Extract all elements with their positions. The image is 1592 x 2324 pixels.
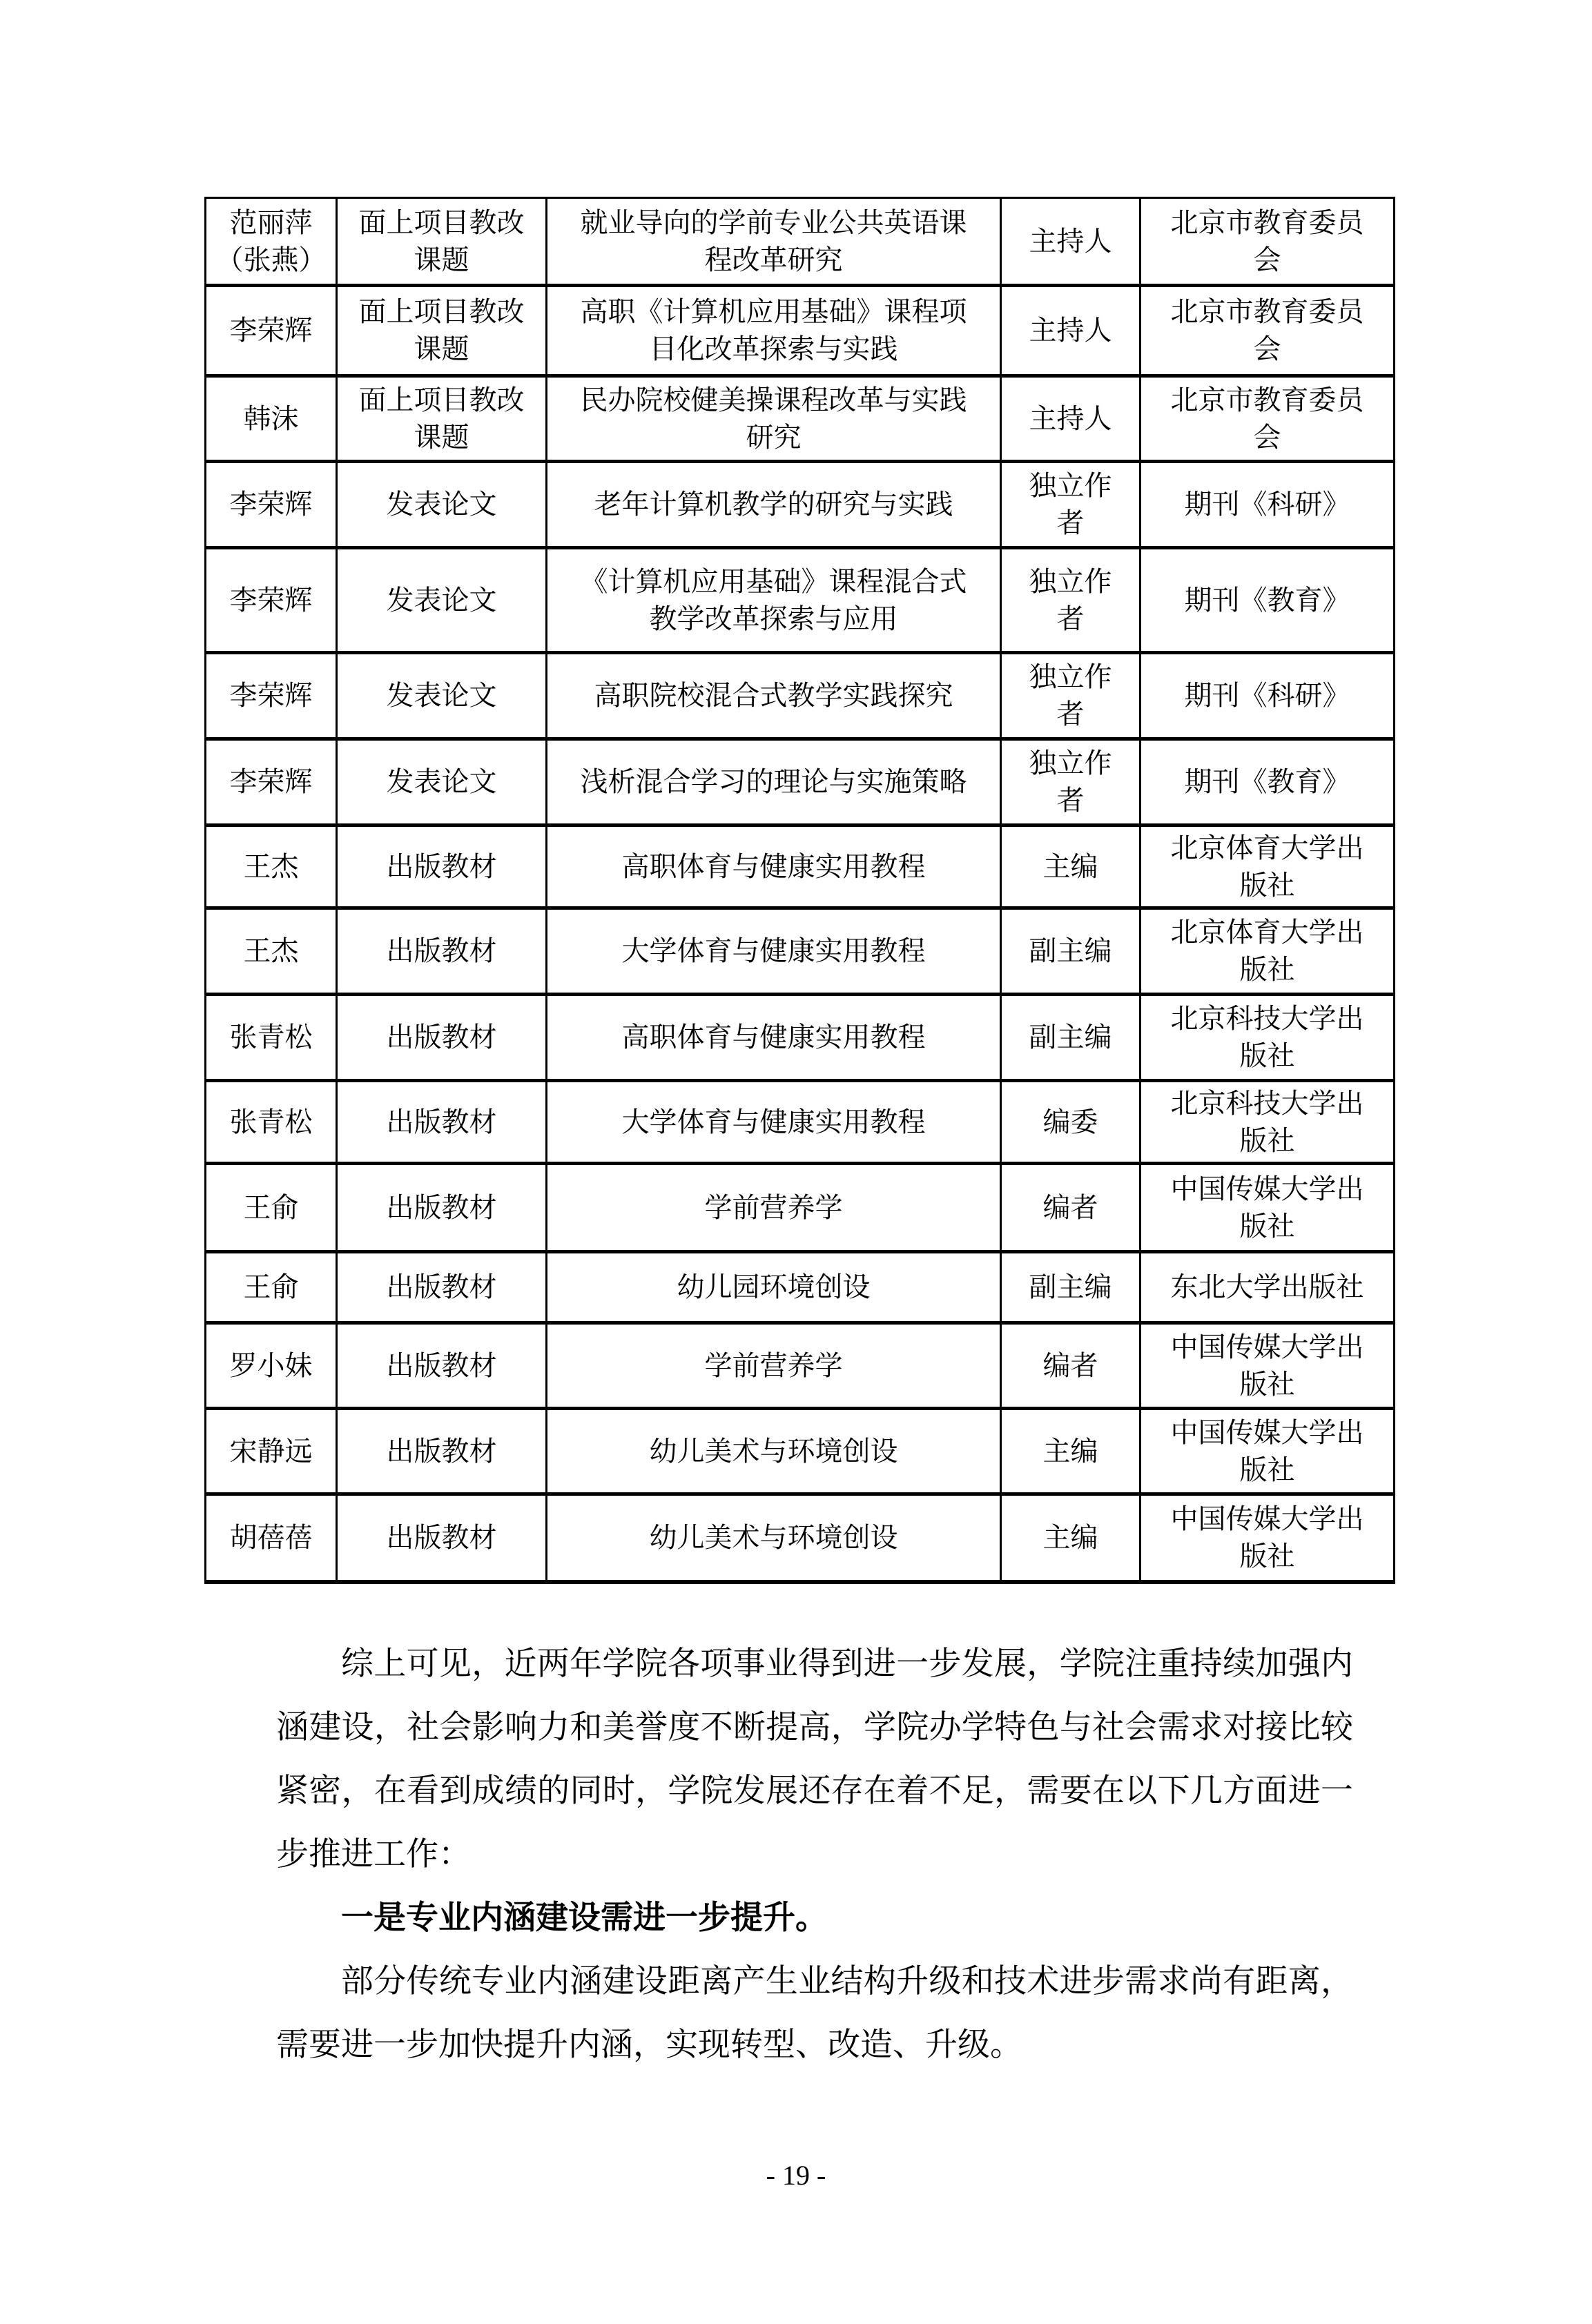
table-row [206,548,1395,653]
cell-name: 王杰 [206,908,337,995]
achievements-table-body [206,198,1395,1582]
table-row [206,1323,1395,1409]
cell-role: 主编 [1001,1409,1140,1494]
table-row [206,198,1395,286]
cell-name: 李荣辉 [206,739,337,826]
cell-name: 韩沫 [206,376,337,462]
cell-type: 面上项目教改课题 [337,198,547,286]
page-number: - 19 - [766,2160,826,2191]
cell-type: 出版教材 [337,1409,547,1494]
cell-name: 王俞 [206,1164,337,1252]
cell-type: 出版教材 [337,908,547,995]
table-row [206,653,1395,739]
cell-type: 发表论文 [337,739,547,826]
cell-name: 王杰 [206,826,337,908]
table-row [206,462,1395,548]
cell-type: 出版教材 [337,826,547,908]
cell-org: 北京体育大学出版社 [1140,908,1395,995]
cell-role: 副主编 [1001,995,1140,1081]
cell-type: 发表论文 [337,548,547,653]
cell-org: 中国传媒大学出版社 [1140,1494,1395,1582]
cell-org: 期刊《教育》 [1140,548,1395,653]
cell-title: 高职院校混合式教学实践探究 [547,653,1001,739]
cell-org: 中国传媒大学出版社 [1140,1164,1395,1252]
cell-role: 独立作者 [1001,739,1140,826]
table-row [206,739,1395,826]
cell-title: 幼儿美术与环境创设 [547,1409,1001,1494]
section-heading-1: 一是专业内涵建设需进一步提升。 [341,1900,828,1936]
cell-type: 出版教材 [337,1323,547,1409]
cell-name: 李荣辉 [206,286,337,376]
cell-org: 北京市教育委员会 [1140,286,1395,376]
cell-role: 独立作者 [1001,548,1140,653]
table-row [206,995,1395,1081]
cell-role: 独立作者 [1001,462,1140,548]
cell-title: 高职体育与健康实用教程 [547,995,1001,1081]
table-row [206,286,1395,376]
cell-name: 宋静远 [206,1409,337,1494]
cell-org: 中国传媒大学出版社 [1140,1409,1395,1494]
cell-role: 主持人 [1001,376,1140,462]
cell-org: 北京市教育委员会 [1140,376,1395,462]
cell-name: 范丽萍（张燕） [206,198,337,286]
cell-title: 幼儿园环境创设 [547,1252,1001,1323]
cell-type: 出版教材 [337,1494,547,1582]
cell-org: 期刊《科研》 [1140,462,1395,548]
summary-paragraph: 综上可见，近两年学院各项事业得到进一步发展，学院注重持续加强内涵建设，社会影响力和美誉度不断提高，学院办学特色与社会需求对接比较紧密，在看到成绩的同时，学院发展还存在着不足，需要在以下几方面进一步推进工作： [276,1646,1353,1873]
table-row [206,826,1395,908]
cell-name: 李荣辉 [206,548,337,653]
cell-title: 高职《计算机应用基础》课程项目化改革探索与实践 [547,286,1001,376]
cell-role: 编者 [1001,1164,1140,1252]
cell-org: 中国传媒大学出版社 [1140,1323,1395,1409]
cell-title: 学前营养学 [547,1323,1001,1409]
cell-org: 期刊《科研》 [1140,653,1395,739]
cell-org: 北京科技大学出版社 [1140,995,1395,1081]
cell-type: 出版教材 [337,995,547,1081]
cell-org: 北京科技大学出版社 [1140,1081,1395,1164]
cell-title: 高职体育与健康实用教程 [547,826,1001,908]
cell-role: 编者 [1001,1323,1140,1409]
table-row [206,908,1395,995]
cell-org: 北京体育大学出版社 [1140,826,1395,908]
cell-title: 大学体育与健康实用教程 [547,1081,1001,1164]
cell-type: 发表论文 [337,653,547,739]
cell-type: 面上项目教改课题 [337,286,547,376]
cell-title: 就业导向的学前专业公共英语课程改革研究 [547,198,1001,286]
cell-name: 王俞 [206,1252,337,1323]
cell-title: 民办院校健美操课程改革与实践研究 [547,376,1001,462]
table-row [206,1081,1395,1164]
cell-title: 大学体育与健康实用教程 [547,908,1001,995]
cell-name: 张青松 [206,995,337,1081]
cell-title: 浅析混合学习的理论与实施策略 [547,739,1001,826]
cell-type: 面上项目教改课题 [337,376,547,462]
cell-name: 李荣辉 [206,653,337,739]
cell-name: 胡蓓蓓 [206,1494,337,1582]
table-row [206,1164,1395,1252]
table-row [206,376,1395,462]
cell-role: 副主编 [1001,1252,1140,1323]
cell-name: 罗小妹 [206,1323,337,1409]
cell-name: 张青松 [206,1081,337,1164]
cell-title: 幼儿美术与环境创设 [547,1494,1001,1582]
cell-role: 独立作者 [1001,653,1140,739]
detail-paragraph: 部分传统专业内涵建设距离产生业结构升级和技术进步需求尚有距离，需要进一步加快提升内涵，实现转型、改造、升级。 [276,1964,1353,2063]
achievements-table [204,197,1395,1584]
cell-title: 学前营养学 [547,1164,1001,1252]
cell-type: 出版教材 [337,1164,547,1252]
cell-role: 主编 [1001,826,1140,908]
cell-title: 老年计算机教学的研究与实践 [547,462,1001,548]
cell-title: 《计算机应用基础》课程混合式教学改革探索与应用 [547,548,1001,653]
table-row [206,1409,1395,1494]
cell-org: 期刊《教育》 [1140,739,1395,826]
cell-type: 发表论文 [337,462,547,548]
table-row [206,1252,1395,1323]
cell-role: 主持人 [1001,286,1140,376]
cell-org: 北京市教育委员会 [1140,198,1395,286]
cell-type: 出版教材 [337,1252,547,1323]
cell-type: 出版教材 [337,1081,547,1164]
cell-role: 主编 [1001,1494,1140,1582]
cell-org: 东北大学出版社 [1140,1252,1395,1323]
cell-name: 李荣辉 [206,462,337,548]
cell-role: 副主编 [1001,908,1140,995]
body-text [276,1632,1353,2077]
table-row [206,1494,1395,1582]
cell-role: 编委 [1001,1081,1140,1164]
cell-role: 主持人 [1001,198,1140,286]
